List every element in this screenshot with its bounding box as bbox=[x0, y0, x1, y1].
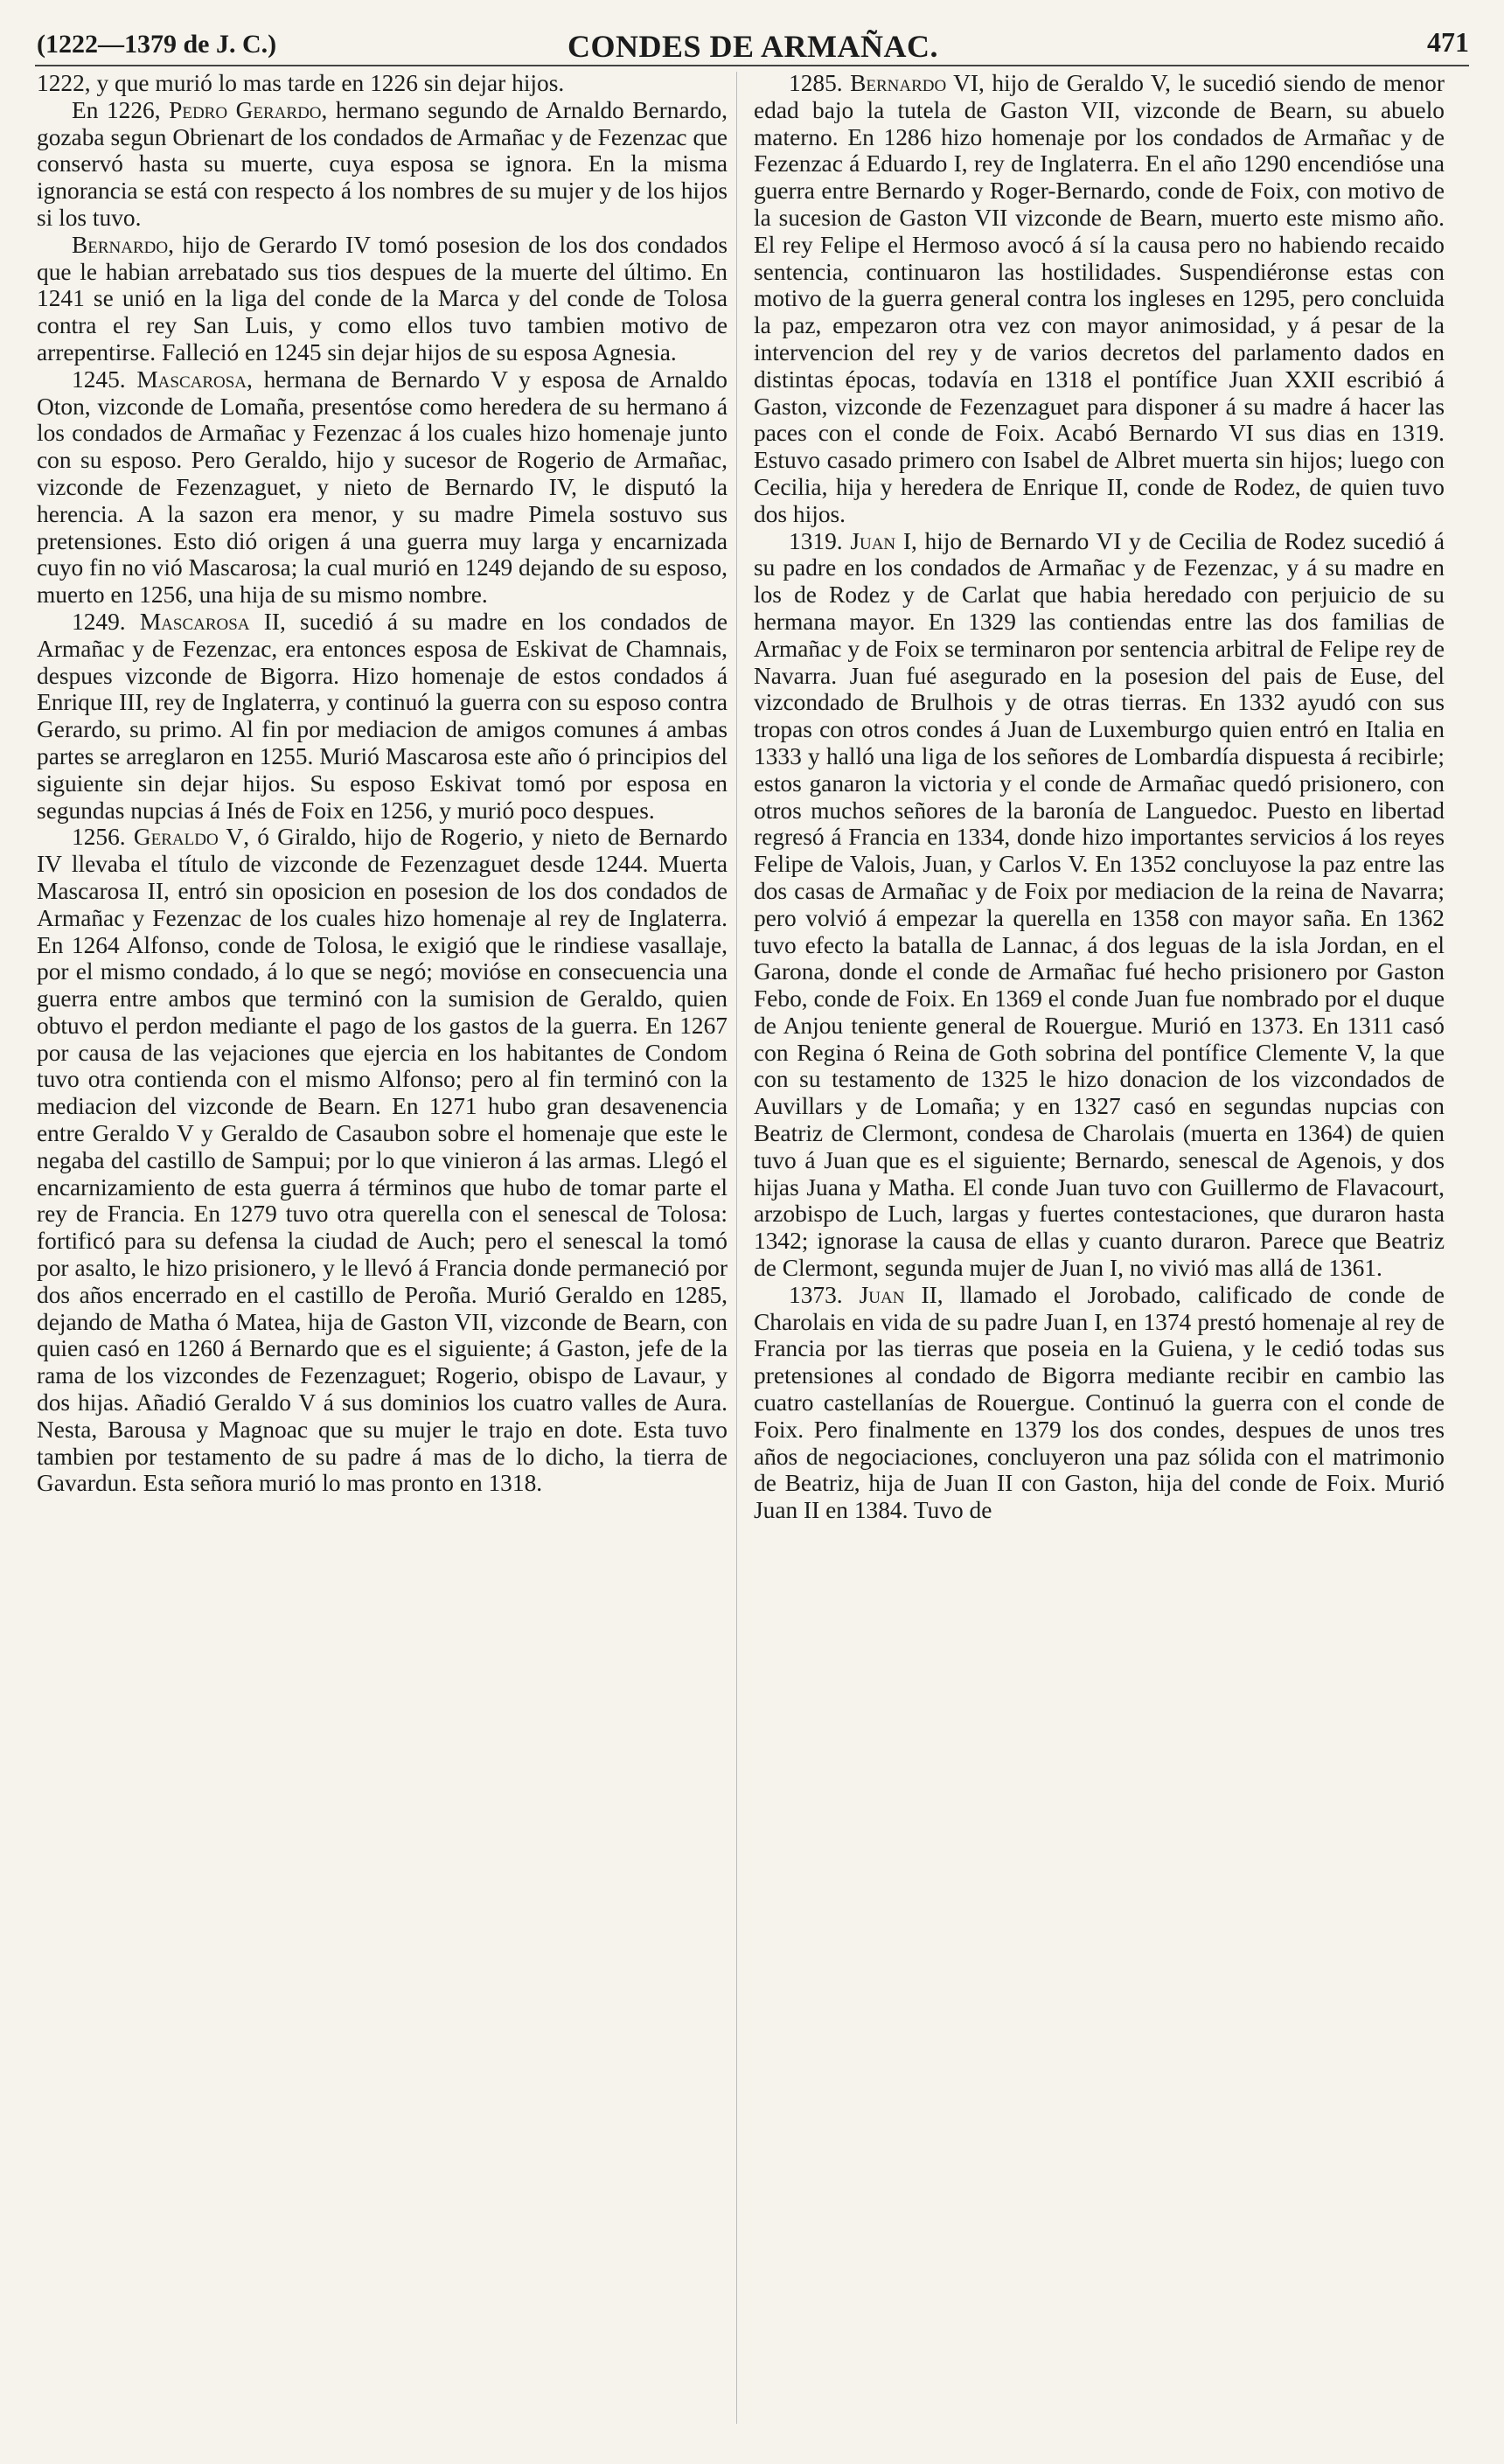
entry-name: Mascarosa bbox=[136, 365, 247, 393]
entry-name: Geraldo V bbox=[133, 824, 244, 851]
entry-year: 1319. bbox=[789, 527, 851, 554]
entry-text: , sucedió á su madre en los condados de Armañac y de Fezenzac, era entonces esposa de Eskivat de Chamnais, despues vizconde de Bigorra. Hizo homenaje de estos condados á Enrique III, rey de Inglaterra, y continuó la guerra con su esposo contra Gerardo, su primo. Al fin por mediacion de amigos comunes á ambas partes se arreglaron en 1255. Murió Mascarosa este año ó principios del siguiente sin dejar hijos. Su esposo Eskivat tomó por esposa en segundas nupcias á Inés de Foix en 1256, y murió poco despues. bbox=[37, 608, 728, 824]
entry-paragraph bbox=[37, 824, 728, 1497]
header-date-range: (1222—1379 de J. C.) bbox=[37, 30, 277, 59]
entry-name: Bernardo VI bbox=[850, 70, 979, 96]
entry-text: , hijo de Geraldo V, le sucedió siendo de menor edad bajo la tutela de Gaston VII, vizconde de Bearn, su abuelo materno. En 1286 hizo homenaje por los condados de Armañac y de Fezenzac á Eduardo I, rey de Inglaterra. En el año 1290 encendióse una guerra entre Bernardo y Roger-Bernardo, conde de Foix, con motivo de la sucesion de Gaston VII vizconde de Bearn, muerto este mismo año. El rey Felipe el Hermoso avocó á sí la causa pero no habiendo recaido sentencia, continuaron las hostilidades. Suspendiéronse estas con motivo de la guerra general contra los ingleses en 1295, pero concluida la paz, empezaron otra vez con mayor animosidad, y á pesar de la intervencion del rey y de varios decretos del parlamento dados en distintas épocas, todavía en 1318 el pontífice Juan XXII escribió á Gaston, vizconde de Fezenzaguet para disponer á su madre á hacer las paces con el conde de Foix. Acabó Bernardo VI sus dias en 1319. Estuvo casado primero con Isabel de Albret muerta sin hijos; luego con Cecilia, hija y heredera de Enrique II, conde de Rodez, de quien tuvo dos hijos. bbox=[754, 70, 1445, 527]
entry-paragraph bbox=[37, 366, 728, 609]
entry-year: 1245. bbox=[72, 365, 137, 393]
entry-text: , hermano segundo de Arnaldo Bernardo, gozaba segun Obrienart de los condados de Armañac y de Fezenzac que conservó hasta su muerte, cuya esposa se ignora. En la misma ignorancia se está con respecto á los nombres de su mujer y de los hijos si los tuvo. bbox=[37, 96, 728, 231]
entry-text: , hermana de Bernardo V y esposa de Arnaldo Oton, vizconde de Lomaña, presentóse como heredera de su hermano á los condados de Armañac y Fezenzac á los cuales hizo homenaje junto con su esposo. Pero Geraldo, hijo y sucesor de Rogerio de Armañac, vizconde de Fezenzaguet, y nieto de Bernardo IV, le disputó la herencia. A la sazon era menor, y su madre Pimela sostuvo sus pretensiones. Esto dió origen á una guerra muy larga y encarnizada cuyo fin no vió Mascarosa; la cual murió en 1249 dejando de su esposo, muerto en 1256, una hija de su mismo nombre. bbox=[37, 365, 728, 609]
entry-text: , hijo de Bernardo VI y de Cecilia de Rodez sucedió á su padre en los condados de Armañac y de Fezenzac, y á su madre en los de Rodez y de Carlat que habia heredado con perjuicio de su hermana mayor. En 1329 las contiendas entre las dos familias de Armañac y de Foix se terminaron por sentencia arbitral de Felipe rey de Navarra. Juan fué asegurado en la posesion del pais de Euse, del vizcondado de Brulhois y de otras tierras. En 1332 ayudó con sus tropas con otros condes á Juan de Luxemburgo quien entró en Italia en 1333 y halló una liga de los señores de Lombardía dispuesta á recibirle; estos ganaron la victoria y el conde de Armañac quedó prisionero, con otros muchos señores de la baronía de Languedoc. Puesto en libertad regresó á Francia en 1334, donde hizo importantes servicios á los reyes Felipe de Valois, Juan, y Carlos V. En 1352 concluyose la paz entre las dos casas de Armañac y de Foix por mediacion de la reina de Navarra; pero volvió á empezar la querella en 1358 con mayor saña. En 1362 tuvo efecto la batalla de Lannac, á dos leguas de la isla Jordan, en el Garona, donde el conde de Armañac fué hecho prisionero por Gaston Febo, conde de Foix. En 1369 el conde Juan fue nombrado por el duque de Anjou teniente general de Rouergue. Murió en 1373. En 1311 casó con Regina ó Reina de Goth sobrina del pontífice Clemente V, la que con su testamento de 1325 le hizo donacion de los vizcondados de Auvillars y de Lomaña; y en 1327 casó en segundas nupcias con Beatriz de Clermont, condesa de Charolais (muerta en 1364) de quien tuvo á Juan que es el siguiente; Bernardo, senescal de Agenois, y dos hijas Juana y Matha. El conde Juan tuvo con Guillermo de Flavacourt, arzobispo de Luch, largas y fuertes contestaciones, que duraron hasta 1342; ignorase la causa de ellas y cuanto duraron. Parece que Beatriz de Clermont, segunda mujer de Juan I, no vivió mas allá de 1361. bbox=[754, 527, 1445, 1282]
entry-year: 1285. bbox=[789, 70, 851, 96]
entry-paragraph bbox=[37, 609, 728, 824]
entry-text: 1222, y que murió lo mas tarde en 1226 sin dejar hijos. bbox=[37, 70, 565, 96]
entry-paragraph bbox=[754, 70, 1445, 528]
header-title: CONDES DE ARMAÑAC. bbox=[567, 29, 939, 64]
page-header bbox=[37, 24, 1469, 65]
right-column bbox=[754, 70, 1445, 2448]
entry-year: En 1226, bbox=[72, 96, 170, 123]
page-number: 471 bbox=[1427, 26, 1469, 58]
entry-year: 1373. bbox=[789, 1281, 860, 1308]
entry-text: , hijo de Gerardo IV tomó posesion de los dos condados que le habian arrebatado sus tios despues de la muerte del último. En 1241 se unió en la liga del conde de la Marca y del conde de Tolosa contra el rey San Luis, y como ellos tuvo tambien motivo de arrepentirse. Falleció en 1245 sin dejar hijos de su esposa Agnesia. bbox=[37, 231, 728, 365]
entry-name: Juan II bbox=[859, 1281, 937, 1308]
entry-year: 1249. bbox=[72, 608, 140, 635]
entry-name: Juan I bbox=[850, 527, 911, 554]
entry-year: 1256. bbox=[72, 824, 134, 851]
entry-name: Bernardo bbox=[72, 231, 169, 258]
entry-name: Pedro Gerardo bbox=[169, 96, 322, 123]
entry-paragraph bbox=[37, 70, 728, 97]
entry-paragraph bbox=[37, 97, 728, 232]
column-divider bbox=[736, 72, 737, 2424]
entry-paragraph bbox=[37, 232, 728, 366]
entry-paragraph bbox=[754, 1282, 1445, 1524]
entry-name: Mascarosa II bbox=[139, 608, 280, 635]
entry-text: , llamado el Jorobado, calificado de conde de Charolais en vida de su padre Juan I, en 1374 prestó homenaje al rey de Francia por las tierras que poseia en la Guiena, y le cedió todas sus pretensiones al condado de Bigorra mediante recibir en cambio las cuatro castellanías de Rouergue. Continuó la guerra con el conde de Foix. Pero finalmente en 1379 los dos condes, despues de unos tres años de negociaciones, concluyeron una paz sólida con el matrimonio de Beatriz, hija de Juan II con Gaston, hija del conde de Foix. Murió Juan II en 1384. Tuvo de bbox=[754, 1281, 1445, 1524]
entry-paragraph bbox=[754, 528, 1445, 1282]
left-column bbox=[37, 70, 728, 2448]
entry-text: , ó Giraldo, hijo de Rogerio, y nieto de Bernardo IV llevaba el título de vizconde de Fezenzaguet desde 1244. Muerta Mascarosa II, entró sin oposicion en posesion de los dos condados de Armañac y Fezenzac de los cuales hizo homenaje al rey de Inglaterra. En 1264 Alfonso, conde de Tolosa, le exigió que le rindiese vasallaje, por el mismo condado, á lo que se negó; movióse en consecuencia una guerra entre ambos que terminó con la sumision de Geraldo, quien obtuvo el perdon mediante el pago de los gastos de la guerra. En 1267 por causa de las vejaciones que ejercia en los habitantes de Condom tuvo otra contienda con el mismo Alfonso; pero al fin terminó con la mediacion del vizconde de Bearn. En 1271 hubo gran desavenencia entre Geraldo V y Geraldo de Casaubon sobre el homenaje que este le negaba del castillo de Sampui; por lo que vinieron á las armas. Llegó el encarnizamiento de esta guerra á términos que hubo de tomar parte el rey de Francia. En 1279 tuvo otra querella con el senescal de Tolosa: fortificó para su defensa la ciudad de Auch; pero el senescal la tomó por asalto, le hizo prisionero, y le llevó á Francia donde permaneció por dos años encerrado en el castillo de Peroña. Murió Geraldo en 1285, dejando de Matha ó Matea, hija de Gaston VII, vizconde de Bearn, con quien casó en 1260 á Bernardo que es el siguiente; á Gaston, jefe de la rama de los vizcondes de Fezenzaguet; Rogerio, obispo de Lavaur, y dos hijas. Añadió Geraldo V á sus dominios los cuatro valles de Aura. Nesta, Barousa y Magnoac que su mujer le trajo en dote. Esta tuvo tambien por testamento de su padre á mas de lo dicho, la tierra de Gavardun. Esta señora murió lo mas pronto en 1318. bbox=[37, 824, 728, 1497]
header-rule bbox=[35, 65, 1469, 66]
